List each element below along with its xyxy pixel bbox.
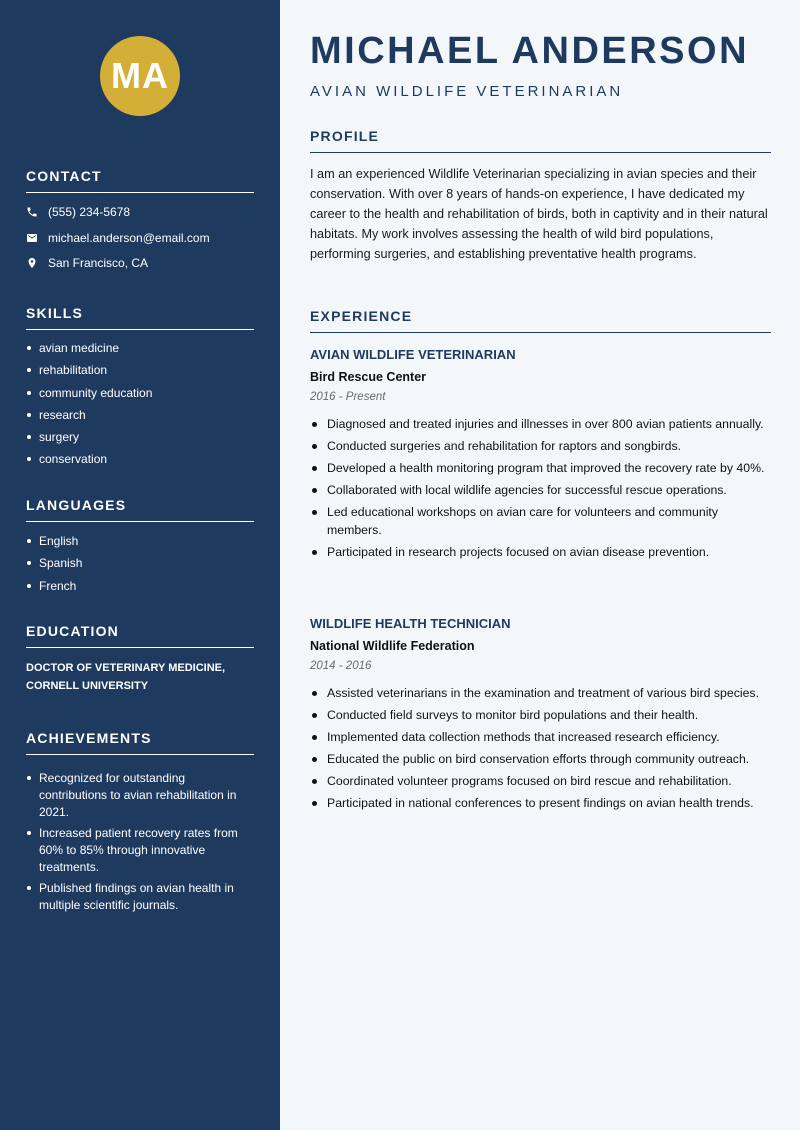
skill-item: research xyxy=(26,404,254,426)
achievement-item: Increased patient recovery rates from 60% to 85% through innovative treatments. xyxy=(26,825,254,876)
candidate-name: MICHAEL ANDERSON xyxy=(310,30,750,72)
language-item: Spanish xyxy=(26,552,254,574)
experience-heading: EXPERIENCE xyxy=(310,308,771,333)
job-title: AVIAN WILDLIFE VETERINARIAN xyxy=(310,347,516,362)
achievement-item: Recognized for outstanding contributions to avian rehabilitation in 2021. xyxy=(26,770,254,821)
contact-phone xyxy=(26,205,130,219)
job-company: National Wildlife Federation xyxy=(310,639,475,653)
skill-item: rehabilitation xyxy=(26,359,254,381)
job-dates: 2016 - Present xyxy=(310,391,386,403)
achievement-item: Published findings on avian health in multiple scientific journals. xyxy=(26,880,254,914)
skills-list xyxy=(26,337,254,471)
job-bullet: Developed a health monitoring program that improved the recovery rate by 40%. xyxy=(310,459,771,477)
profile-heading: PROFILE xyxy=(310,128,771,153)
education-degree: DOCTOR OF VETERINARY MEDICINE, CORNELL UNIVERSITY xyxy=(26,662,226,692)
main-content xyxy=(280,0,800,1130)
contact-location xyxy=(26,256,148,270)
sidebar xyxy=(0,0,280,1130)
job-bullets xyxy=(310,415,771,565)
languages-list xyxy=(26,530,254,597)
location-text: San Francisco, CA xyxy=(48,256,149,270)
language-item: English xyxy=(26,530,254,552)
phone-icon xyxy=(26,206,38,218)
job-bullet: Educated the public on bird conservation efforts through community outreach. xyxy=(310,750,771,768)
avatar: MA xyxy=(100,36,180,116)
skill-item: surgery xyxy=(26,426,254,448)
skill-item: conservation xyxy=(26,448,254,470)
contact-email xyxy=(26,231,210,245)
job-company: Bird Rescue Center xyxy=(310,370,427,384)
language-item: French xyxy=(26,575,254,597)
profile-text: I am an experienced Wildlife Veterinarian specializing in avian species and their conservation. With over 8 years of hands-on experience, I have dedicated my career to the health and rehabilitation of birds, both in captivity and in their natural habitats. My work involves assessing the health of wild bird populations, performing surgeries, and establishing preventative health programs. xyxy=(310,167,768,261)
job-bullet: Participated in national conferences to present findings on avian health trends. xyxy=(310,794,771,812)
education-heading: EDUCATION xyxy=(26,623,254,648)
skill-item: avian medicine xyxy=(26,337,254,359)
job-bullet: Collaborated with local wildlife agencies for successful rescue operations. xyxy=(310,481,771,499)
phone-text: (555) 234-5678 xyxy=(48,205,131,219)
languages-heading: LANGUAGES xyxy=(26,497,254,522)
job-bullet: Led educational workshops on avian care for volunteers and community members. xyxy=(310,503,771,539)
job-bullet: Conducted surgeries and rehabilitation for raptors and songbirds. xyxy=(310,437,771,455)
candidate-title: AVIAN WILDLIFE VETERINARIAN xyxy=(310,83,624,100)
contact-heading: CONTACT xyxy=(26,168,254,193)
job-dates: 2014 - 2016 xyxy=(310,660,372,672)
skills-heading: SKILLS xyxy=(26,305,254,330)
job-bullet: Implemented data collection methods that increased research efficiency. xyxy=(310,728,771,746)
job-bullet: Coordinated volunteer programs focused on bird rescue and rehabilitation. xyxy=(310,772,771,790)
location-pin-icon xyxy=(26,257,38,269)
job-title: WILDLIFE HEALTH TECHNICIAN xyxy=(310,616,511,631)
job-bullet: Diagnosed and treated injuries and illnesses in over 800 avian patients annually. xyxy=(310,415,771,433)
job-bullet: Participated in research projects focused on avian disease prevention. xyxy=(310,543,771,561)
achievements-list xyxy=(26,770,254,918)
job-bullets xyxy=(310,684,771,816)
skill-item: community education xyxy=(26,382,254,404)
email-text: michael.anderson@email.com xyxy=(48,231,210,245)
achievements-heading: ACHIEVEMENTS xyxy=(26,730,254,755)
job-bullet: Assisted veterinarians in the examination and treatment of various bird species. xyxy=(310,684,771,702)
job-bullet: Conducted field surveys to monitor bird populations and their health. xyxy=(310,706,771,724)
email-icon xyxy=(26,232,38,244)
